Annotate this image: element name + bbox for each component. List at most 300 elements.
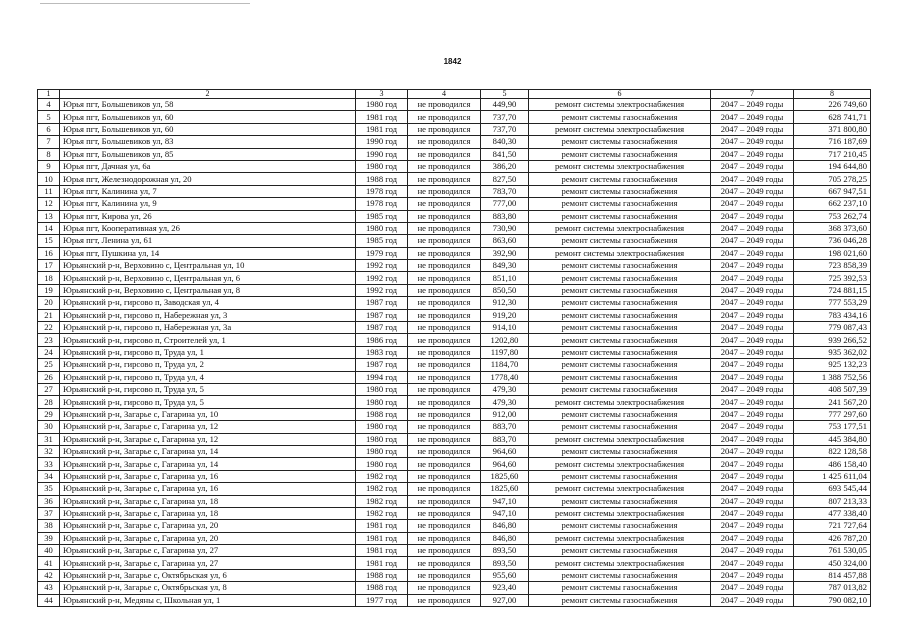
address-cell: Юрьянский р-н, Загарье с, Гагарина ул, 20 — [60, 520, 356, 532]
work-type-cell: ремонт системы электроснабжения — [529, 222, 711, 234]
table-row — [38, 483, 871, 495]
last-repair-cell: не проводился — [408, 198, 481, 210]
period-cell: 2047 – 2049 годы — [711, 210, 794, 222]
period-cell: 2047 – 2049 годы — [711, 99, 794, 111]
work-type-cell: ремонт системы электроснабжения — [529, 507, 711, 519]
area-cell: 1184,70 — [481, 359, 529, 371]
area-cell: 883,80 — [481, 210, 529, 222]
area-cell: 955,60 — [481, 569, 529, 581]
period-cell: 2047 – 2049 годы — [711, 160, 794, 172]
address-cell: Юрьянский р-н, гирсово п, Набережная ул, 3а — [60, 322, 356, 334]
row-number-cell: 7 — [38, 136, 60, 148]
cost-cell: 787 013,82 — [794, 582, 871, 594]
table-row — [38, 383, 871, 395]
build-year-cell: 1981 год — [356, 111, 408, 123]
period-cell: 2047 – 2049 годы — [711, 458, 794, 470]
area-cell: 777,00 — [481, 198, 529, 210]
build-year-cell: 1990 год — [356, 136, 408, 148]
cost-cell: 724 881,15 — [794, 284, 871, 296]
build-year-cell: 1985 год — [356, 235, 408, 247]
period-cell: 2047 – 2049 годы — [711, 222, 794, 234]
build-year-cell: 1988 год — [356, 582, 408, 594]
cost-cell: 426 787,20 — [794, 532, 871, 544]
row-number-cell: 24 — [38, 346, 60, 358]
table-row — [38, 396, 871, 408]
build-year-cell: 1980 год — [356, 458, 408, 470]
table-row — [38, 297, 871, 309]
table-row — [38, 284, 871, 296]
area-cell: 1202,80 — [481, 334, 529, 346]
address-cell: Юрья пгт, Ленина ул, 61 — [60, 235, 356, 247]
area-cell: 851,10 — [481, 272, 529, 284]
cost-cell: 925 132,23 — [794, 359, 871, 371]
area-cell: 449,90 — [481, 99, 529, 111]
cost-cell: 736 046,28 — [794, 235, 871, 247]
address-cell: Юрьянский р-н, гирсово п, Набережная ул, 3 — [60, 309, 356, 321]
build-year-cell: 1987 год — [356, 297, 408, 309]
build-year-cell: 1977 год — [356, 594, 408, 606]
period-cell: 2047 – 2049 годы — [711, 495, 794, 507]
column-header: 3 — [356, 90, 408, 99]
table-row — [38, 421, 871, 433]
build-year-cell: 1980 год — [356, 433, 408, 445]
cost-cell: 1 425 611,04 — [794, 470, 871, 482]
work-type-cell: ремонт системы электроснабжения — [529, 458, 711, 470]
cost-cell: 790 082,10 — [794, 594, 871, 606]
cost-cell: 935 362,02 — [794, 346, 871, 358]
last-repair-cell: не проводился — [408, 396, 481, 408]
work-type-cell: ремонт системы газоснабжения — [529, 408, 711, 420]
period-cell: 2047 – 2049 годы — [711, 173, 794, 185]
last-repair-cell: не проводился — [408, 297, 481, 309]
address-cell: Юрьянский р-н, гирсово п, Труда ул, 1 — [60, 346, 356, 358]
cost-cell: 779 087,43 — [794, 322, 871, 334]
table-row — [38, 222, 871, 234]
last-repair-cell: не проводился — [408, 594, 481, 606]
cost-cell: 705 278,25 — [794, 173, 871, 185]
last-repair-cell: не проводился — [408, 569, 481, 581]
area-cell: 1778,40 — [481, 371, 529, 383]
table-row — [38, 532, 871, 544]
work-type-cell: ремонт системы газоснабжения — [529, 371, 711, 383]
build-year-cell: 1980 год — [356, 396, 408, 408]
work-type-cell: ремонт системы газоснабжения — [529, 582, 711, 594]
column-header: 7 — [711, 90, 794, 99]
area-cell: 840,30 — [481, 136, 529, 148]
address-cell: Юрья пгт, Кирова ул, 26 — [60, 210, 356, 222]
work-type-cell: ремонт системы электроснабжения — [529, 532, 711, 544]
period-cell: 2047 – 2049 годы — [711, 383, 794, 395]
area-cell: 893,50 — [481, 545, 529, 557]
row-number-cell: 43 — [38, 582, 60, 594]
table-row — [38, 594, 871, 606]
build-year-cell: 1992 год — [356, 260, 408, 272]
row-number-cell: 25 — [38, 359, 60, 371]
area-cell: 846,80 — [481, 520, 529, 532]
column-header: 6 — [529, 90, 711, 99]
build-year-cell: 1982 год — [356, 483, 408, 495]
address-cell: Юрьянский р-н, Загарье с, Гагарина ул, 12 — [60, 433, 356, 445]
work-type-cell: ремонт системы электроснабжения — [529, 483, 711, 495]
period-cell: 2047 – 2049 годы — [711, 334, 794, 346]
build-year-cell: 1987 год — [356, 359, 408, 371]
work-type-cell: ремонт системы газоснабжения — [529, 334, 711, 346]
last-repair-cell: не проводился — [408, 148, 481, 160]
row-number-cell: 16 — [38, 247, 60, 259]
address-cell: Юрья пгт, Калинина ул, 9 — [60, 198, 356, 210]
build-year-cell: 1987 год — [356, 309, 408, 321]
work-type-cell: ремонт системы газоснабжения — [529, 173, 711, 185]
cost-cell: 241 567,20 — [794, 396, 871, 408]
period-cell: 2047 – 2049 годы — [711, 445, 794, 457]
address-cell: Юрья пгт, Большевиков ул, 58 — [60, 99, 356, 111]
work-type-cell: ремонт системы газоснабжения — [529, 235, 711, 247]
table-row — [38, 495, 871, 507]
row-number-cell: 38 — [38, 520, 60, 532]
area-cell: 863,60 — [481, 235, 529, 247]
address-cell: Юрьянский р-н, гирсово п, Заводская ул, 4 — [60, 297, 356, 309]
cost-cell: 723 858,39 — [794, 260, 871, 272]
build-year-cell: 1980 год — [356, 421, 408, 433]
last-repair-cell: не проводился — [408, 309, 481, 321]
period-cell: 2047 – 2049 годы — [711, 346, 794, 358]
area-cell: 893,50 — [481, 557, 529, 569]
area-cell: 883,70 — [481, 421, 529, 433]
last-repair-cell: не проводился — [408, 222, 481, 234]
table-row — [38, 111, 871, 123]
work-type-cell: ремонт системы электроснабжения — [529, 123, 711, 135]
build-year-cell: 1990 год — [356, 148, 408, 160]
last-repair-cell: не проводился — [408, 557, 481, 569]
period-cell: 2047 – 2049 годы — [711, 185, 794, 197]
work-type-cell: ремонт системы газоснабжения — [529, 148, 711, 160]
build-year-cell: 1987 год — [356, 322, 408, 334]
cost-cell: 807 213,33 — [794, 495, 871, 507]
last-repair-cell: не проводился — [408, 421, 481, 433]
table-row — [38, 123, 871, 135]
last-repair-cell: не проводился — [408, 545, 481, 557]
area-cell: 737,70 — [481, 111, 529, 123]
row-number-cell: 36 — [38, 495, 60, 507]
table-row — [38, 346, 871, 358]
work-type-cell: ремонт системы газоснабжения — [529, 309, 711, 321]
last-repair-cell: не проводился — [408, 408, 481, 420]
cost-cell: 198 021,60 — [794, 247, 871, 259]
period-cell: 2047 – 2049 годы — [711, 284, 794, 296]
area-cell: 841,50 — [481, 148, 529, 160]
table-row — [38, 260, 871, 272]
work-type-cell: ремонт системы газоснабжения — [529, 383, 711, 395]
table-row — [38, 210, 871, 222]
top-rule — [40, 3, 250, 4]
work-type-cell: ремонт системы электроснабжения — [529, 396, 711, 408]
cost-cell: 814 457,88 — [794, 569, 871, 581]
table-row — [38, 433, 871, 445]
row-number-cell: 10 — [38, 173, 60, 185]
build-year-cell: 1980 год — [356, 99, 408, 111]
area-cell: 919,20 — [481, 309, 529, 321]
row-number-cell: 15 — [38, 235, 60, 247]
work-type-cell: ремонт системы газоснабжения — [529, 470, 711, 482]
row-number-cell: 13 — [38, 210, 60, 222]
table-row — [38, 569, 871, 581]
cost-cell: 725 392,53 — [794, 272, 871, 284]
row-number-cell: 6 — [38, 123, 60, 135]
table-row — [38, 545, 871, 557]
address-cell: Юрьянский р-н, Загарье с, Гагарина ул, 12 — [60, 421, 356, 433]
address-cell: Юрьянский р-н, гирсово п, Труда ул, 2 — [60, 359, 356, 371]
build-year-cell: 1980 год — [356, 383, 408, 395]
column-header: 1 — [38, 90, 60, 99]
period-cell: 2047 – 2049 годы — [711, 260, 794, 272]
area-cell: 1825,60 — [481, 483, 529, 495]
build-year-cell: 1979 год — [356, 247, 408, 259]
table-row — [38, 520, 871, 532]
address-cell: Юрья пгт, Большевиков ул, 60 — [60, 123, 356, 135]
work-type-cell: ремонт системы газоснабжения — [529, 272, 711, 284]
work-type-cell: ремонт системы электроснабжения — [529, 99, 711, 111]
build-year-cell: 1981 год — [356, 123, 408, 135]
address-cell: Юрьянский р-н, Верховино с, Центральная ул, 10 — [60, 260, 356, 272]
row-number-cell: 42 — [38, 569, 60, 581]
area-cell: 850,50 — [481, 284, 529, 296]
period-cell: 2047 – 2049 годы — [711, 309, 794, 321]
table-row — [38, 334, 871, 346]
last-repair-cell: не проводился — [408, 520, 481, 532]
row-number-cell: 26 — [38, 371, 60, 383]
address-cell: Юрья пгт, Большевиков ул, 60 — [60, 111, 356, 123]
build-year-cell: 1981 год — [356, 545, 408, 557]
work-type-cell: ремонт системы газоснабжения — [529, 359, 711, 371]
address-cell: Юрьянский р-н, Медяны с, Школьная ул, 1 — [60, 594, 356, 606]
address-cell: Юрьянский р-н, гирсово п, Строителей ул, 1 — [60, 334, 356, 346]
build-year-cell: 1982 год — [356, 507, 408, 519]
build-year-cell: 1981 год — [356, 557, 408, 569]
table-row — [38, 408, 871, 420]
area-cell: 927,00 — [481, 594, 529, 606]
row-number-cell: 14 — [38, 222, 60, 234]
address-cell: Юрьянский р-н, Загарье с, Гагарина ул, 16 — [60, 470, 356, 482]
last-repair-cell: не проводился — [408, 260, 481, 272]
row-number-cell: 30 — [38, 421, 60, 433]
period-cell: 2047 – 2049 годы — [711, 247, 794, 259]
row-number-cell: 28 — [38, 396, 60, 408]
last-repair-cell: не проводился — [408, 210, 481, 222]
table-row — [38, 557, 871, 569]
period-cell: 2047 – 2049 годы — [711, 136, 794, 148]
last-repair-cell: не проводился — [408, 507, 481, 519]
cost-cell: 721 727,64 — [794, 520, 871, 532]
address-cell: Юрьянский р-н, Загарье с, Октябрьская ул, 6 — [60, 569, 356, 581]
cost-cell: 939 266,52 — [794, 334, 871, 346]
area-cell: 849,30 — [481, 260, 529, 272]
last-repair-cell: не проводился — [408, 235, 481, 247]
row-number-cell: 44 — [38, 594, 60, 606]
work-type-cell: ремонт системы газоснабжения — [529, 185, 711, 197]
build-year-cell: 1978 год — [356, 185, 408, 197]
cost-cell: 408 507,39 — [794, 383, 871, 395]
table-row — [38, 507, 871, 519]
cost-cell: 1 388 752,56 — [794, 371, 871, 383]
table-row — [38, 99, 871, 111]
address-cell: Юрьянский р-н, Загарье с, Гагарина ул, 14 — [60, 445, 356, 457]
last-repair-cell: не проводился — [408, 334, 481, 346]
work-type-cell: ремонт системы электроснабжения — [529, 247, 711, 259]
period-cell: 2047 – 2049 годы — [711, 111, 794, 123]
table-row — [38, 148, 871, 160]
period-cell: 2047 – 2049 годы — [711, 421, 794, 433]
table-row — [38, 235, 871, 247]
last-repair-cell: не проводился — [408, 136, 481, 148]
address-cell: Юрьянский р-н, Верховино с, Центральная ул, 6 — [60, 272, 356, 284]
area-cell: 479,30 — [481, 396, 529, 408]
period-cell: 2047 – 2049 годы — [711, 272, 794, 284]
table-row — [38, 309, 871, 321]
row-number-cell: 41 — [38, 557, 60, 569]
period-cell: 2047 – 2049 годы — [711, 297, 794, 309]
work-type-cell: ремонт системы газоснабжения — [529, 198, 711, 210]
last-repair-cell: не проводился — [408, 359, 481, 371]
period-cell: 2047 – 2049 годы — [711, 359, 794, 371]
last-repair-cell: не проводился — [408, 111, 481, 123]
last-repair-cell: не проводился — [408, 284, 481, 296]
table-row — [38, 185, 871, 197]
last-repair-cell: не проводился — [408, 495, 481, 507]
period-cell: 2047 – 2049 годы — [711, 235, 794, 247]
build-year-cell: 1980 год — [356, 160, 408, 172]
last-repair-cell: не проводился — [408, 483, 481, 495]
table-row — [38, 198, 871, 210]
table-row — [38, 173, 871, 185]
table-row — [38, 136, 871, 148]
address-cell: Юрьянский р-н, Загарье с, Гагарина ул, 20 — [60, 532, 356, 544]
build-year-cell: 1988 год — [356, 569, 408, 581]
period-cell: 2047 – 2049 годы — [711, 582, 794, 594]
column-header: 2 — [60, 90, 356, 99]
row-number-cell: 9 — [38, 160, 60, 172]
period-cell: 2047 – 2049 годы — [711, 470, 794, 482]
cost-cell: 486 158,40 — [794, 458, 871, 470]
work-type-cell: ремонт системы газоснабжения — [529, 569, 711, 581]
work-type-cell: ремонт системы газоснабжения — [529, 210, 711, 222]
cost-cell: 445 384,80 — [794, 433, 871, 445]
address-cell: Юрья пгт, Кооперативная ул, 26 — [60, 222, 356, 234]
work-type-cell: ремонт системы газоснабжения — [529, 421, 711, 433]
period-cell: 2047 – 2049 годы — [711, 408, 794, 420]
header-row — [38, 90, 871, 99]
area-cell: 947,10 — [481, 495, 529, 507]
row-number-cell: 32 — [38, 445, 60, 457]
address-cell: Юрья пгт, Железнодорожная ул, 20 — [60, 173, 356, 185]
period-cell: 2047 – 2049 годы — [711, 594, 794, 606]
period-cell: 2047 – 2049 годы — [711, 198, 794, 210]
address-cell: Юрьянский р-н, Загарье с, Гагарина ул, 27 — [60, 545, 356, 557]
row-number-cell: 40 — [38, 545, 60, 557]
address-cell: Юрьянский р-н, Загарье с, Октябрьская ул, 8 — [60, 582, 356, 594]
row-number-cell: 4 — [38, 99, 60, 111]
build-year-cell: 1988 год — [356, 408, 408, 420]
period-cell: 2047 – 2049 годы — [711, 545, 794, 557]
table-row — [38, 272, 871, 284]
last-repair-cell: не проводился — [408, 99, 481, 111]
area-cell: 914,10 — [481, 322, 529, 334]
build-year-cell: 1986 год — [356, 334, 408, 346]
column-header: 4 — [408, 90, 481, 99]
row-number-cell: 8 — [38, 148, 60, 160]
period-cell: 2047 – 2049 годы — [711, 123, 794, 135]
address-cell: Юрьянский р-н, Загарье с, Гагарина ул, 10 — [60, 408, 356, 420]
area-cell: 923,40 — [481, 582, 529, 594]
cost-cell: 226 749,60 — [794, 99, 871, 111]
cost-cell: 777 553,29 — [794, 297, 871, 309]
last-repair-cell: не проводился — [408, 247, 481, 259]
period-cell: 2047 – 2049 годы — [711, 148, 794, 160]
work-type-cell: ремонт системы газоснабжения — [529, 594, 711, 606]
last-repair-cell: не проводился — [408, 160, 481, 172]
cost-cell: 450 324,00 — [794, 557, 871, 569]
period-cell: 2047 – 2049 годы — [711, 569, 794, 581]
area-cell: 1825,60 — [481, 470, 529, 482]
column-header: 8 — [794, 90, 871, 99]
cost-cell: 371 800,80 — [794, 123, 871, 135]
cost-cell: 717 210,45 — [794, 148, 871, 160]
cost-cell: 667 947,51 — [794, 185, 871, 197]
work-type-cell: ремонт системы электроснабжения — [529, 160, 711, 172]
build-year-cell: 1980 год — [356, 445, 408, 457]
address-cell: Юрьянский р-н, Загарье с, Гагарина ул, 18 — [60, 495, 356, 507]
build-year-cell: 1988 год — [356, 173, 408, 185]
work-type-cell: ремонт системы газоснабжения — [529, 297, 711, 309]
build-year-cell: 1982 год — [356, 495, 408, 507]
area-cell: 392,90 — [481, 247, 529, 259]
build-year-cell: 1981 год — [356, 520, 408, 532]
cost-cell: 477 338,40 — [794, 507, 871, 519]
area-cell: 947,10 — [481, 507, 529, 519]
address-cell: Юрьянский р-н, гирсово п, Труда ул, 5 — [60, 383, 356, 395]
row-number-cell: 37 — [38, 507, 60, 519]
row-number-cell: 31 — [38, 433, 60, 445]
last-repair-cell: не проводился — [408, 123, 481, 135]
period-cell: 2047 – 2049 годы — [711, 322, 794, 334]
area-cell: 783,70 — [481, 185, 529, 197]
table-row — [38, 470, 871, 482]
work-type-cell: ремонт системы газоснабжения — [529, 284, 711, 296]
area-cell: 737,70 — [481, 123, 529, 135]
work-type-cell: ремонт системы газоснабжения — [529, 322, 711, 334]
row-number-cell: 17 — [38, 260, 60, 272]
work-type-cell: ремонт системы газоснабжения — [529, 495, 711, 507]
address-cell: Юрьянский р-н, Загарье с, Гагарина ул, 18 — [60, 507, 356, 519]
area-cell: 386,20 — [481, 160, 529, 172]
row-number-cell: 22 — [38, 322, 60, 334]
cost-cell: 716 187,69 — [794, 136, 871, 148]
address-cell: Юрья пгт, Большевиков ул, 85 — [60, 148, 356, 160]
period-cell: 2047 – 2049 годы — [711, 396, 794, 408]
area-cell: 912,30 — [481, 297, 529, 309]
last-repair-cell: не проводился — [408, 433, 481, 445]
cost-cell: 693 545,44 — [794, 483, 871, 495]
build-year-cell: 1983 год — [356, 346, 408, 358]
cost-cell: 777 297,60 — [794, 408, 871, 420]
build-year-cell: 1982 год — [356, 470, 408, 482]
address-cell: Юрьянский р-н, Загарье с, Гагарина ул, 16 — [60, 483, 356, 495]
address-cell: Юрьянский р-н, Верховино с, Центральная ул, 8 — [60, 284, 356, 296]
repair-schedule-table — [37, 89, 871, 607]
address-cell: Юрьянский р-н, гирсово п, Труда ул, 5 — [60, 396, 356, 408]
area-cell: 1197,80 — [481, 346, 529, 358]
column-header: 5 — [481, 90, 529, 99]
table-row — [38, 359, 871, 371]
